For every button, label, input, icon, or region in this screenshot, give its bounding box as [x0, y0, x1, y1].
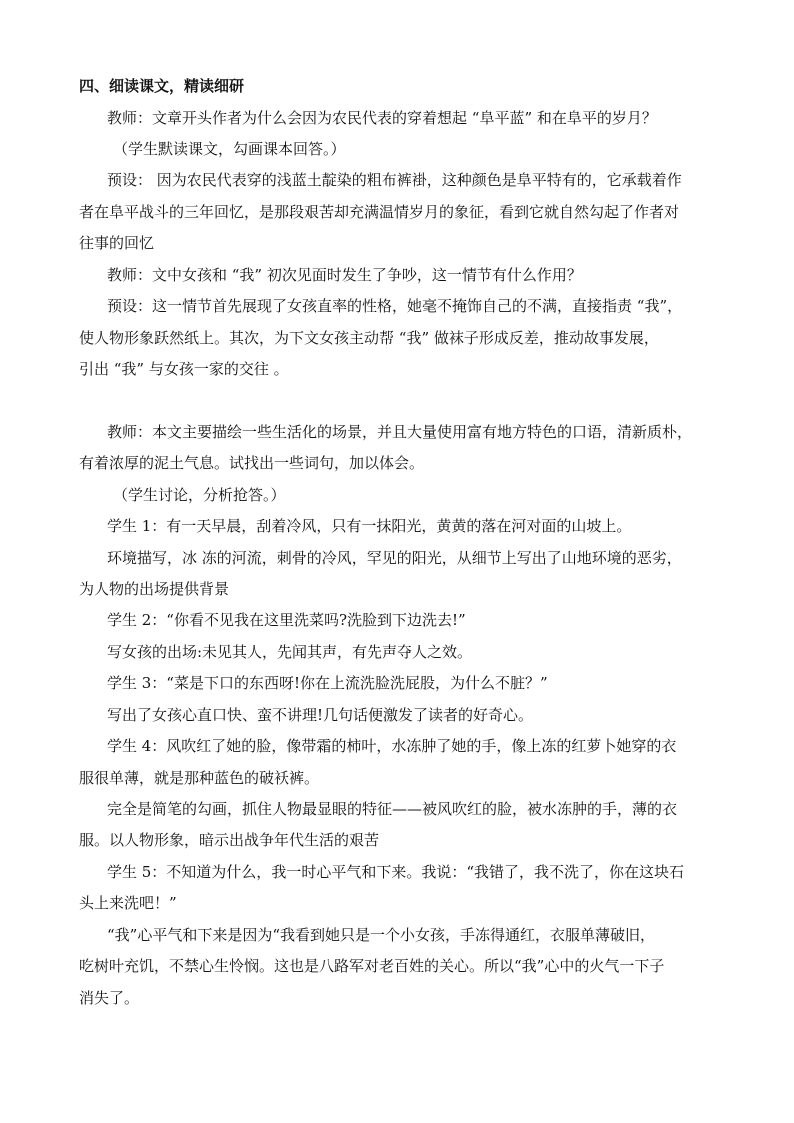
- student-5-quote: 学生 5：不知道为什么，我一时心平气和下来。我说：“我错了，我不洗了，你在这块石: [107, 863, 684, 881]
- student-5-analysis-line-3: 消失了。: [79, 989, 140, 1007]
- preset-answer-1-line-3: 往事的回忆: [79, 234, 155, 252]
- student-5-analysis-line-2: 吃树叶充饥，不禁心生怜悯。这也是八路军对老百姓的关心。所以“我”心中的火气一下子: [79, 957, 665, 975]
- student-4-quote-line-2: 服很单薄，就是那种蓝色的破袄裤。: [79, 769, 320, 787]
- preset-answer-2: 预设：这一情节首先展现了女孩直率的性格，她毫不掩饰自己的不满，直接指责 “我”，: [107, 297, 683, 315]
- student-5-analysis: “我”心平气和下来是因为“我看到她只是一个小女孩，手冻得通红，衣服单薄破旧，: [107, 926, 656, 944]
- preset-answer-2-line-3: 引出 “我” 与女孩一家的交往 。: [79, 360, 289, 378]
- student-3-analysis: 写出了女孩心直口快、蛮不讲理!几句话便激发了读者的好奇心。: [107, 706, 534, 724]
- student-1-quote: 学生 1：有一天早晨，刮着冷风，只有一抹阳光，黄黄的落在河对面的山坡上。: [107, 517, 632, 535]
- student-1-analysis: 环境描写，冰 冻的河流，刺骨的冷风，罕见的阳光，从细节上写出了山地环境的恶劣，: [107, 549, 682, 567]
- preset-answer-1-line-2: 者在阜平战斗的三年回忆，是那段艰苦却充满温情岁月的象征，看到它就自然勾起了作者对: [79, 203, 680, 221]
- teacher-question-1: 教师：文章开头作者为什么会因为农民代表的穿着想起 “阜平蓝” 和在阜平的岁月？: [107, 109, 657, 127]
- student-instruction-2: （学生讨论，分析抢答。）: [113, 486, 286, 504]
- preset-answer-1: 预设： 因为农民代表穿的浅蓝土靛染的粗布裤褂，这种颜色是阜平特有的，它承载着作: [107, 171, 682, 189]
- section-heading: 四、细读课文，精读细研: [79, 77, 245, 95]
- student-4-analysis-line-2: 服。以人物形象，暗示出战争年代生活的艰苦: [79, 831, 380, 849]
- student-2-quote: 学生 2：“你看不见我在这里洗菜吗?洗脸到下边洗去!”: [107, 611, 466, 629]
- student-4-quote: 学生 4：风吹红了她的脸，像带霜的柿叶，水冻肿了她的手，像上冻的红萝卜她穿的衣: [107, 737, 677, 755]
- teacher-question-3-line-2: 有着浓厚的泥土气息。试找出一些词句，加以体会。: [79, 454, 425, 472]
- teacher-question-3: 教师：本文主要描绘一些生活化的场景，并且大量使用富有地方特色的口语，清新质朴，: [107, 423, 693, 441]
- student-5-quote-line-2: 头上来洗吧！”: [79, 894, 177, 912]
- preset-answer-2-line-2: 使人物形象跃然纸上。其次，为下文女孩主动帮 “我” 做袜子形成反差，推动故事发展，: [79, 329, 659, 347]
- student-2-analysis: 写女孩的出场:未见其人，先闻其声，有先声夺人之效。: [107, 643, 473, 661]
- teacher-question-2: 教师：文中女孩和 “我” 初次见面时发生了争吵，这一情节有什么作用？: [107, 266, 582, 284]
- student-1-analysis-line-2: 为人物的出场提供背景: [79, 580, 230, 598]
- student-3-quote: 学生 3：“菜是下口的东西呀!你在上流洗脸洗屁股，为什么不脏？”: [107, 674, 548, 692]
- student-instruction-1: （学生默读课文，勾画课本回答。）: [113, 140, 346, 158]
- student-4-analysis: 完全是简笔的勾画，抓住人物最显眼的特征——被风吹红的脸，被水冻肿的手，薄的衣: [107, 800, 678, 818]
